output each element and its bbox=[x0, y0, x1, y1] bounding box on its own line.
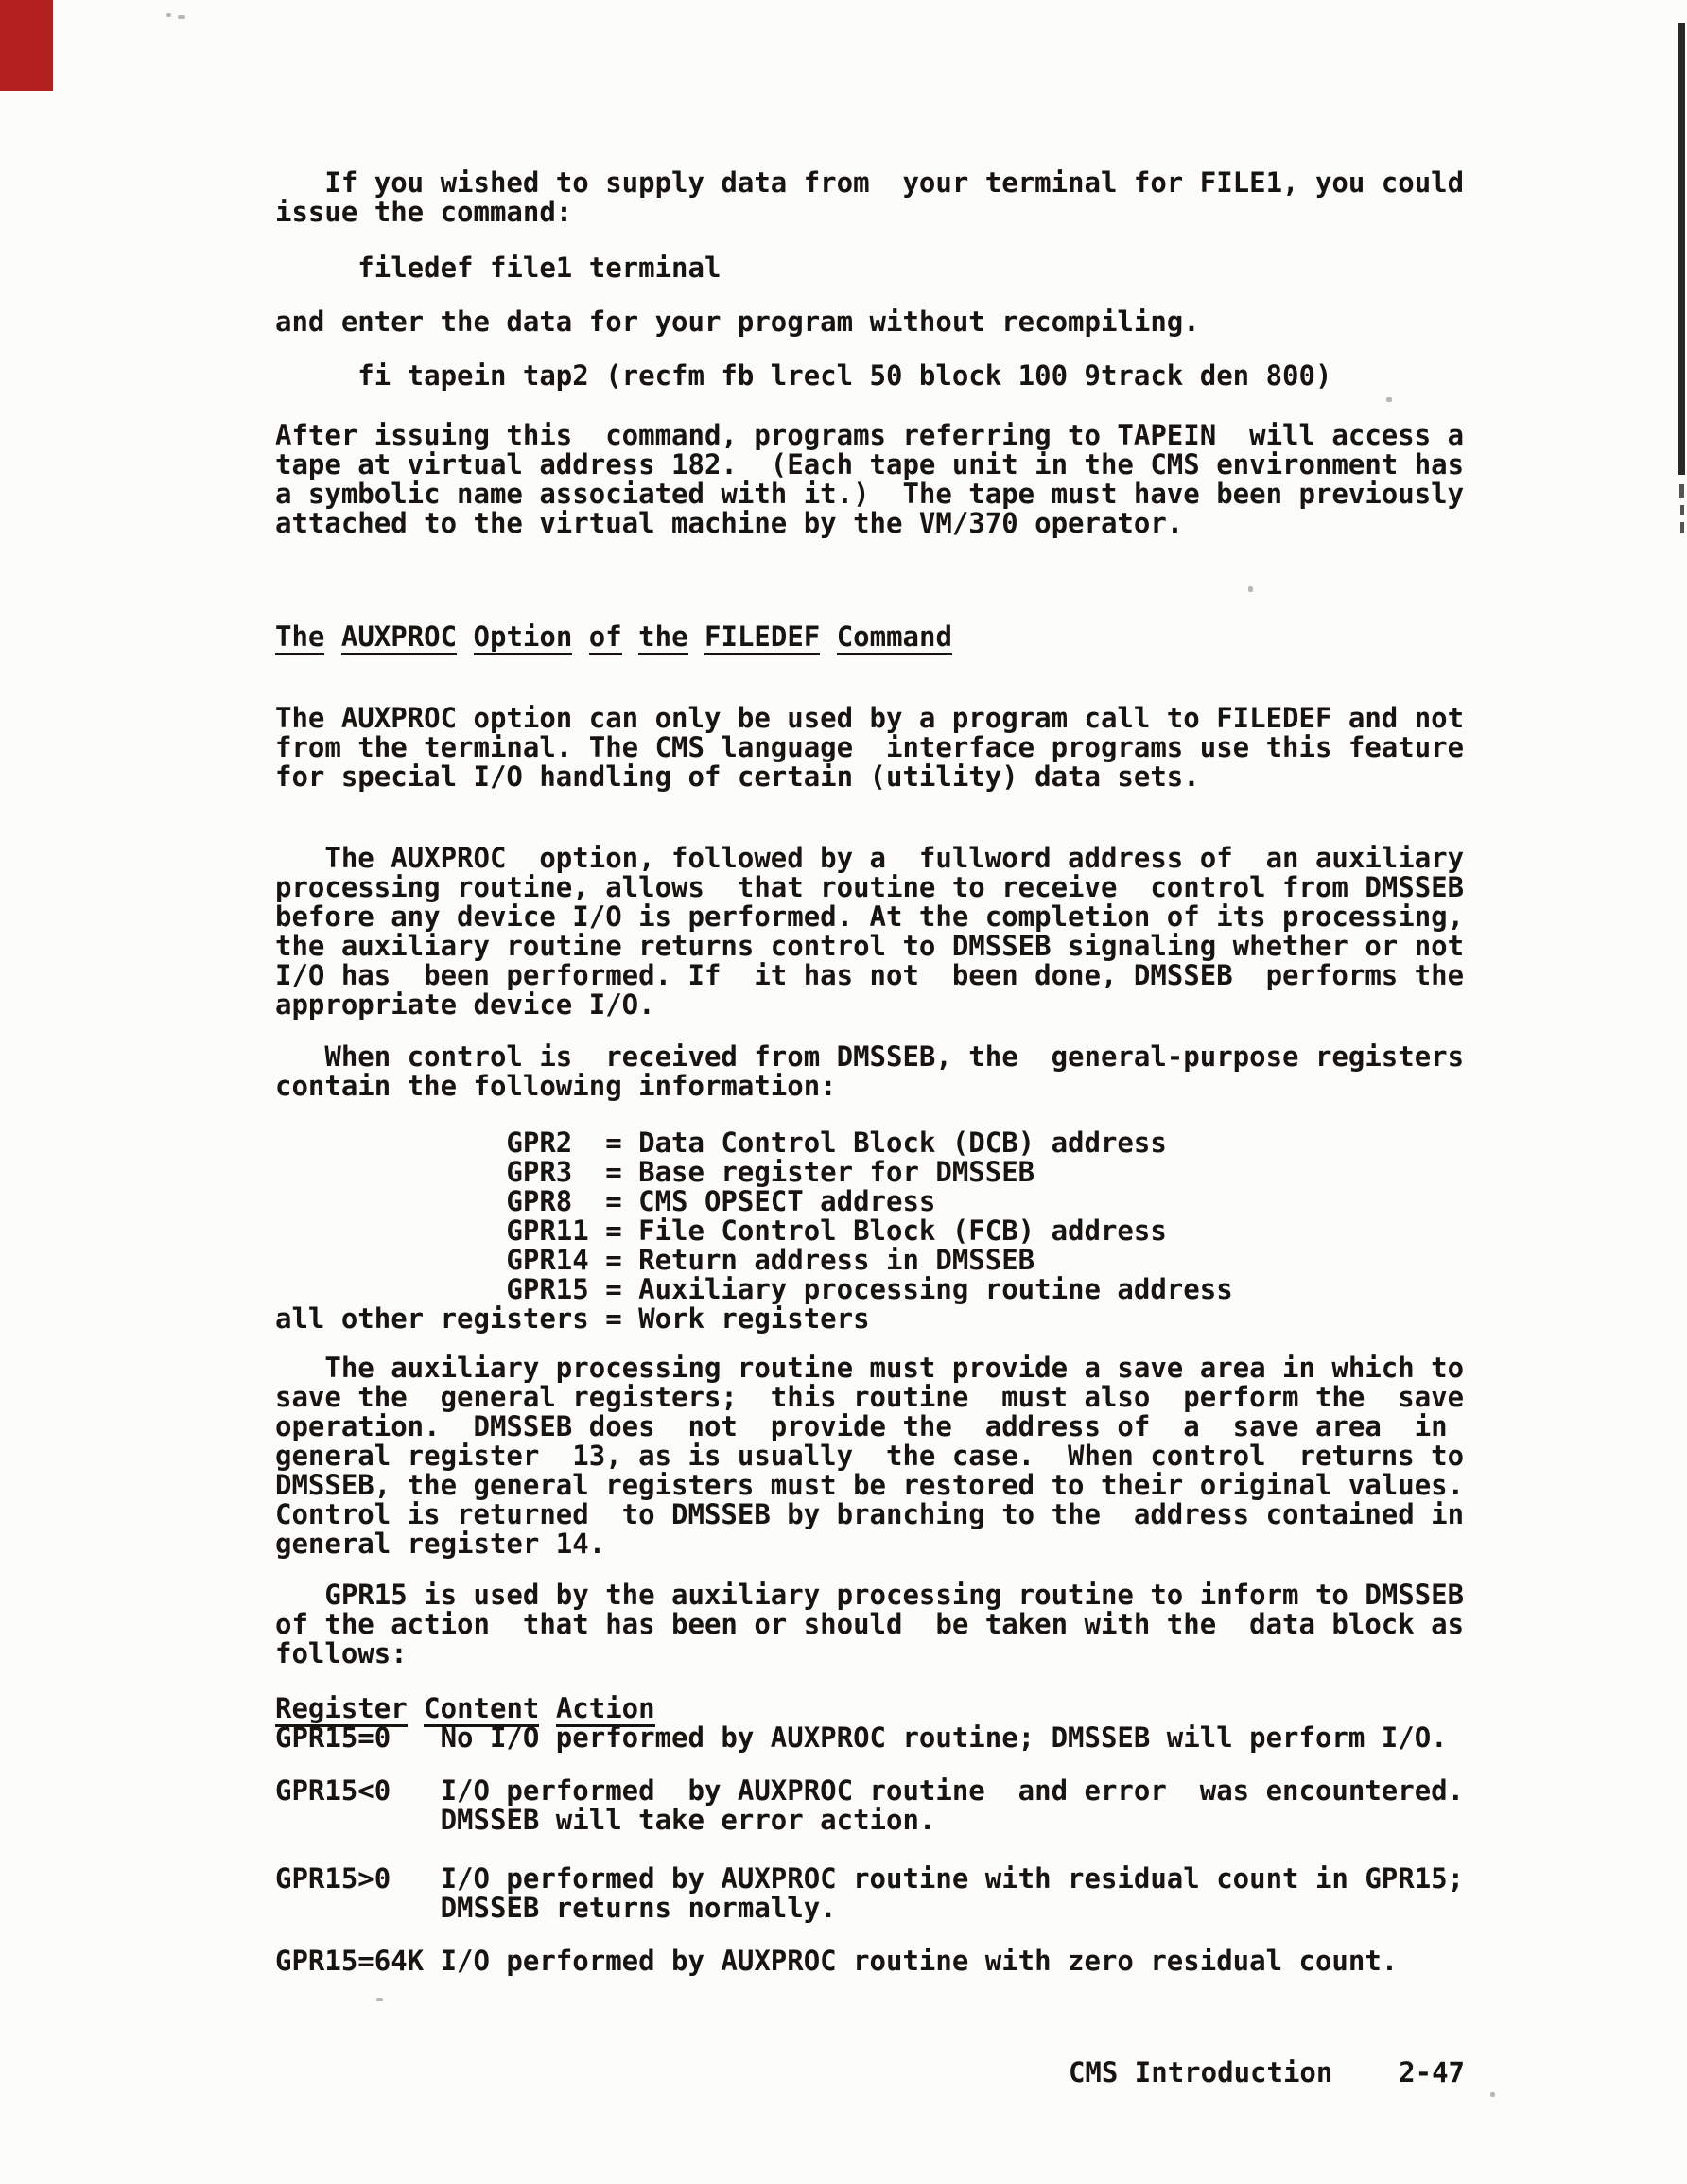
paragraph bbox=[275, 1354, 1465, 1559]
underlined-word: the bbox=[638, 620, 687, 655]
register-list bbox=[275, 1128, 1465, 1334]
text-line: GPR15=0 No I/O performed by AUXPROC routine; DMSSEB will perform I/O. bbox=[275, 1721, 1448, 1754]
paragraph bbox=[275, 307, 1465, 337]
page-footer bbox=[275, 2058, 1465, 2088]
text-line: After issuing this command, programs referring to TAPEIN will access a bbox=[275, 419, 1465, 451]
text-line: The AUXPROC option, followed by a fullword address of an auxiliary bbox=[275, 842, 1465, 874]
text-line: GPR8 = CMS OPSECT address bbox=[275, 1185, 936, 1217]
underlined-word: Action bbox=[556, 1692, 655, 1727]
paragraph bbox=[275, 1042, 1465, 1101]
scan-speck bbox=[1386, 397, 1392, 402]
text-line: and enter the data for your program without recompiling. bbox=[275, 306, 1200, 338]
text-line: The auxiliary processing routine must provide a save area in which to bbox=[275, 1352, 1465, 1384]
text-line: GPR2 = Data Control Block (DCB) address bbox=[275, 1127, 1167, 1159]
text-line: filedef file1 terminal bbox=[275, 252, 722, 284]
text-line: fi tapein tap2 (recfm fb lrecl 50 block 100 9track den 800) bbox=[275, 359, 1332, 392]
text-line: GPR15 is used by the auxiliary processing routine to inform to DMSSEB bbox=[275, 1579, 1465, 1611]
scan-speck bbox=[178, 15, 185, 19]
text-line: operation. DMSSEB does not provide the address of a save area in bbox=[275, 1410, 1448, 1442]
text-line: attached to the virtual machine by the VM/370 operator. bbox=[275, 507, 1184, 539]
text-line: save the general registers; this routine must also perform the save bbox=[275, 1381, 1465, 1413]
text-line: I/O has been performed. If it has not been done, DMSSEB performs the bbox=[275, 959, 1465, 991]
text-line: all other registers = Work registers bbox=[275, 1302, 870, 1335]
table-row bbox=[275, 1723, 1465, 1753]
text-line: GPR15 = Auxiliary processing routine address bbox=[275, 1273, 1233, 1305]
text-line: Control is returned to DMSSEB by branching to the address contained in bbox=[275, 1498, 1465, 1530]
scan-speck bbox=[1248, 586, 1253, 592]
paragraph bbox=[275, 844, 1465, 1020]
text-line: of the action that has been or should be taken with the data block as bbox=[275, 1608, 1465, 1640]
scan-speck bbox=[376, 1998, 383, 2001]
text-line: tape at virtual address 182. (Each tape unit in the CMS environment has bbox=[275, 448, 1465, 480]
text-line: processing routine, allows that routine to receive control from DMSSEB bbox=[275, 871, 1465, 903]
text-line: for special I/O handling of certain (utility) data sets. bbox=[275, 760, 1200, 793]
text-line: GPR11 = File Control Block (FCB) address bbox=[275, 1214, 1167, 1247]
underlined-word: Register bbox=[275, 1692, 408, 1727]
section-heading bbox=[275, 622, 1465, 652]
underlined-word: AUXPROC bbox=[341, 620, 457, 655]
scan-edge-dash bbox=[1680, 522, 1684, 533]
paragraph bbox=[275, 1581, 1465, 1669]
text-line: GPR15=64K I/O performed by AUXPROC routine with zero residual count. bbox=[275, 1945, 1399, 1977]
underlined-word: The bbox=[275, 620, 324, 655]
text-line: GPR15>0 I/O performed by AUXPROC routine with residual count in GPR15; bbox=[275, 1862, 1465, 1895]
text-line: CMS Introduction 2-47 bbox=[1068, 2056, 1465, 2088]
text-line: general register 13, as is usually the case. When control returns to bbox=[275, 1440, 1465, 1472]
text-line: If you wished to supply data from your terminal for FILE1, you could bbox=[275, 166, 1465, 199]
scan-edge-dash bbox=[1679, 484, 1684, 498]
text-line: contain the following information: bbox=[275, 1070, 837, 1102]
scan-speck bbox=[1490, 2092, 1495, 2097]
text-line: general register 14. bbox=[275, 1528, 606, 1560]
underlined-word: Command bbox=[837, 620, 952, 655]
underlined-word: Content bbox=[424, 1692, 539, 1727]
red-corner-scan-mark bbox=[0, 0, 53, 91]
command-line bbox=[275, 361, 1465, 391]
underlined-word: Option bbox=[474, 620, 573, 655]
scan-edge-line bbox=[1678, 23, 1685, 475]
text-line: GPR15<0 I/O performed by AUXPROC routine and error was encountered. bbox=[275, 1774, 1465, 1807]
scan-edge-dash bbox=[1680, 505, 1684, 515]
text-line: appropriate device I/O. bbox=[275, 988, 655, 1021]
text-line: DMSSEB, the general registers must be restored to their original values. bbox=[275, 1469, 1465, 1501]
table-row bbox=[275, 1776, 1465, 1835]
text-line: follows: bbox=[275, 1637, 408, 1669]
command-line bbox=[275, 253, 1465, 283]
table-row bbox=[275, 1947, 1465, 1976]
text-line: GPR3 = Base register for DMSSEB bbox=[275, 1156, 1035, 1188]
underlined-line bbox=[275, 1694, 1465, 1723]
paragraph bbox=[275, 421, 1465, 538]
text-line: DMSSEB returns normally. bbox=[275, 1892, 837, 1924]
text-line: When control is received from DMSSEB, the general-purpose registers bbox=[275, 1040, 1465, 1073]
text-line: DMSSEB will take error action. bbox=[275, 1804, 936, 1836]
table-row bbox=[275, 1864, 1465, 1923]
underlined-line bbox=[275, 622, 1465, 652]
text-line: the auxiliary routine returns control to DMSSEB signaling whether or not bbox=[275, 930, 1465, 962]
underlined-word: of bbox=[589, 620, 622, 655]
text-line: issue the command: bbox=[275, 196, 573, 228]
scan-speck bbox=[166, 13, 171, 17]
text-line: from the terminal. The CMS language interface programs use this feature bbox=[275, 731, 1465, 763]
text-line: a symbolic name associated with it.) The tape must have been previously bbox=[275, 478, 1465, 510]
text-line: GPR14 = Return address in DMSSEB bbox=[275, 1244, 1035, 1276]
text-line: before any device I/O is performed. At the completion of its processing, bbox=[275, 900, 1465, 933]
document-body bbox=[275, 168, 1465, 2088]
underlined-word: FILEDEF bbox=[704, 620, 820, 655]
text-line: The AUXPROC option can only be used by a program call to FILEDEF and not bbox=[275, 702, 1465, 734]
paragraph bbox=[275, 704, 1465, 792]
table-header bbox=[275, 1694, 1465, 1723]
paragraph bbox=[275, 168, 1465, 227]
